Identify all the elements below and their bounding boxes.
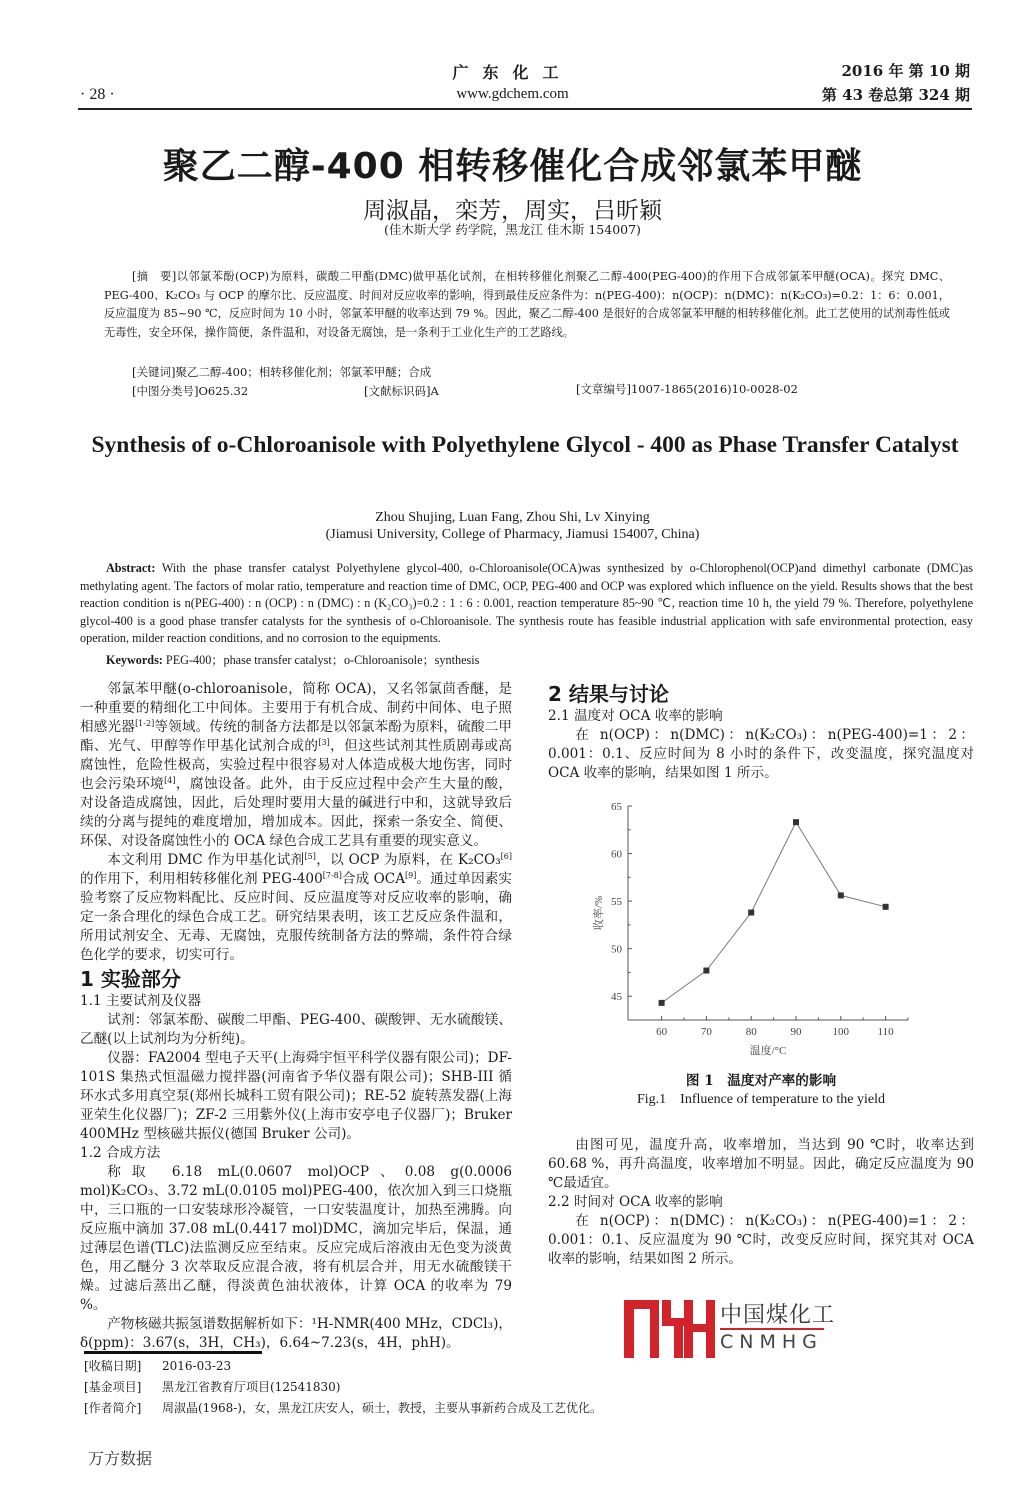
figure-1-caption-cn: 图 1 温度对产率的影响 [685,1073,837,1089]
figure-1-caption-en: Fig.1 Influence of temperature to the yield [636,1092,886,1107]
data-point-marker [748,910,754,916]
citation[interactable]: [3] [318,738,330,747]
logo-text-cn: 中国煤化工 [720,1303,836,1328]
subsection-heading-2-2: 2.2 时间对 OCA 收率的影响 [548,1194,723,1210]
chart-series [659,819,889,1006]
y-tick-label: 45 [611,991,622,1004]
series-line [662,822,886,1003]
title-en: Synthesis of o-Chloroanisole with Polyethylene Glycol - 400 as Phase Transfer Catalyst [91,432,959,458]
section-heading-2: 2 结果与讨论 [548,682,669,706]
issue-info: 2016 年 第 10 期 [841,62,970,80]
right-column-top [548,680,974,783]
article-number: [文章编号]1007-1865(2016)10-0028-02 [576,382,798,396]
journal-name: 广东化工 [452,63,573,82]
time-paragraph: 在 n(OCP)：n(DMC)：n(K₂CO₃)：n(PEG-400)=1：2：0.001：0.1、反应温度为 90 ℃时，改变反应时间，探究其对 OCA 收率的影响，结果如图 2 所示。 [548,1213,974,1267]
page-title: 聚乙二醇-400 相转移催化合成邻氯苯甲醚 [162,146,863,187]
abstract-en-text: With the phase transfer catalyst Polyethylene glycol-400, o-Chloroanisole(OCA)was synthesized by o-Chlorophenol(OCP)and dimethyl carbonate (DMC)as methylating agent. The factors of molar ratio, temperature and reaction time of DMC, OCP, PEG-400 and OCP was explored which influence on the yield. Results shows that the best reaction condition is n(PEG-400) : n (OCP) : n (DMC) : n (K₂CO₃)=0.2 : 1 : 6 : 0.001, reaction temperature 85~90 ℃, reaction time 10 h, the yield 79 %. Therefore, polyethylene glycol-400 is a good phase transfer catalysts for the synthesis of o-Chloroanisole. The synthesis route has feasible industrial application with safe environmental protection, easy operation, milder reaction conditions, and no corrosion to the equipments. [80,561,973,646]
footnote-received: [收稿日期] 2016-03-23 [84,1359,232,1373]
data-point-marker [793,819,799,825]
temperature-yield-chart [588,790,923,1060]
nmr-paragraph: 产物核磁共振氢谱数据解析如下：¹H-NMR(400 MHz，CDCl₃)，δ(ppm)：3.67(s，3H，CH₃)，6.64~7.23(s，4H，phH)。 [80,1316,512,1351]
chart-ticks [611,801,908,1038]
header-rule [78,108,972,110]
classification-number: [中图分类号]O625.32 [132,384,249,398]
left-column [80,680,512,1353]
logo-divider [720,1328,824,1330]
x-axis-label: 温度/°C [749,1045,787,1057]
x-tick-label: 110 [877,1026,894,1038]
y-tick-label: 60 [611,848,622,861]
journal-url[interactable]: www.gdchem.com [456,86,569,102]
affiliation-cn: (佳木斯大学 药学院，黑龙江 佳木斯 154007) [384,222,641,237]
abstract-en [80,560,973,648]
intro-paragraph-1: 邻氯苯甲醚(o-chloroanisole，简称 OCA)，又名邻氯茴香醚，是一种重要的精细化工中间体。主要用于有机合成、制药中间体、电子照相感光器[1-2]等领域。传统的制备方法都是以邻氯苯酚为原料，硫酸二甲酯、光气、甲醇等作甲基化试剂合成的[3]，但这些试剂其性质剧毒或高腐蚀性，危险性极高，实验过程中很容易对人体造成极大地伤害，同时也会污染环境[4]，腐蚀设备。此外，由于反应过程中会产生大量的酸，对设备造成腐蚀，因此，后处理时要用大量的碱进行中和，这就导致后续的分离与提纯的难度增加，增加成本。因此，探索一条安全、简便、环保、对设备腐蚀性小的 OCA 绿色合成工艺具有重要的现实意义。 [80,681,513,849]
right-column-bottom [548,1136,974,1269]
y-tick-label: 55 [611,896,622,909]
data-point-marker [883,904,889,910]
x-tick-label: 100 [832,1026,850,1038]
data-point-marker [703,968,709,974]
x-tick-label: 70 [700,1026,712,1038]
watermark: 万方数据 [88,1449,153,1468]
footnote-rule [84,1351,262,1354]
synthesis-paragraph: 称取 6.18 mL(0.0607 mol)OCP、0.08 g(0.0006 mol)K₂CO₃、3.72 mL(0.0105 mol)PEG-400，依次加入到三口烧瓶中，三口瓶的一口安装球形冷凝管，一口安装温度计，加热至沸腾。向反应瓶中滴加 37.08 mL(0.4417 mol)DMC，滴加完毕后，保温，通过薄层色谱(TLC)法监测反应至结束。反应完成后溶液由无色变为淡黄色，用乙醚分 3 次萃取反应混合液，将有机层合并，用无水硫酸镁干燥。过滤后蒸出乙醚，得淡黄色油状液体，计算 OCA 的收率为 79 %。 [80,1164,512,1313]
citation[interactable]: [5] [304,852,316,861]
y-tick-label: 50 [611,943,622,956]
keywords-en [106,651,479,668]
temperature-paragraph: 在 n(OCP)：n(DMC)：n(K₂CO₃)：n(PEG-400)=1：2：0.001：0.1、反应时间为 8 小时的条件下，改变温度，探究温度对 OCA 收率的影响，结果如图 1 所示。 [548,727,974,781]
chart-axes [628,806,908,1020]
instruments-paragraph: 仪器：FA2004 型电子天平(上海舜宇恒平科学仪器有限公司)；DF-101S 集热式恒温磁力搅拌器(河南省予华仪器有限公司)；SHB-III 循环水式多用真空泵(郑州长城科工贸有限公司)；RE-52 旋转蒸发器(上海亚荣生化仪器厂)；ZF-2 三用紫外仪(上海市安亭电子仪器厂)；Bruker 400MHz 型核磁共振仪(德国 Bruker 公司)。 [80,1050,512,1142]
abstract-cn-label: [摘 要] [132,270,177,283]
data-point-marker [838,892,844,898]
affiliation-en: (Jiamusi University, College of Pharmacy, Jiamusi 154007, China) [325,527,700,542]
subsection-heading-1-1: 1.1 主要试剂及仪器 [80,993,202,1009]
abstract-en-label: Abstract: [106,561,156,575]
logo-text-en: CNMHG [720,1331,823,1353]
reagents-paragraph: 试剂：邻氯苯酚、碳酸二甲酯、PEG-400、碳酸钾、无水硫酸镁、乙醚(以上试剂均为分析纯)。 [80,1012,512,1047]
authors-en: Zhou Shujing, Luan Fang, Zhou Shi, Lv Xinying [375,510,650,525]
intro-paragraph-2: 本文利用 DMC 作为甲基化试剂[5]，以 OCP 为原料，在 K₂CO₃[6]的作用下，利用相转移催化剂 PEG-400[7-8]合成 OCA[9]。通过单因素实验考察了反应物料配比、反应时间、反应温度等对反应收率的影响，确定一条合理化的绿色合成工艺。研究结果表明，该工艺反应条件温和，所用试剂安全、无毒、无腐蚀，克服传统制备方法的弊端，条件符合绿色化学的要求，切实可行。 [80,852,513,963]
abstract-cn-text: 以邻氯苯酚(OCP)为原料，碳酸二甲酯(DMC)做甲基化试剂，在相转移催化剂聚乙二醇-400(PEG-400)的作用下合成邻氯苯甲醚(OCA)。探究 DMC、PEG-400、K₂CO₃ 与 OCP 的摩尔比、反应温度、时间对反应收率的影响，得到最佳反应条件为：n(PEG-400)：n(OCP)：n(DMC)：n(K₂CO₃)=0.2：1：6：0.001，反应温度为 85~90 ℃，反应时间为 10 小时，邻氯苯甲醚的收率达到 79 %。因此，聚乙二醇-400 是很好的合成邻氯苯甲醚的相转移催化剂。此工艺使用的试剂毒性低或无毒性，安全环保，操作简便，条件温和，对设备无腐蚀，是一条利于工业化生产的工艺路线。 [104,270,951,339]
citation[interactable]: [1-2] [135,719,155,728]
subsection-heading-1-2: 1.2 合成方法 [80,1145,161,1161]
y-tick-label: 65 [611,801,622,813]
subsection-heading-2-1: 2.1 温度对 OCA 收率的影响 [548,708,723,724]
keywords-en-text: PEG-400；phase transfer catalyst；o-Chloroanisole；synthesis [165,653,480,667]
x-tick-label: 80 [745,1026,757,1038]
citation[interactable]: [9] [405,871,417,880]
citation[interactable]: [7-8] [322,871,342,880]
abstract-cn [104,268,950,342]
citation[interactable]: [6] [500,852,512,861]
document-code: [文献标识码]A [364,384,439,398]
result-paragraph: 由图可见，温度升高，收率增加，当达到 90 ℃时，收率达到 60.68 %，再升高温度，收率增加不明显。因此，确定反应温度为 90 ℃最适宜。 [548,1137,974,1191]
data-point-marker [659,1000,665,1006]
page-number: · 28 · [80,86,115,103]
citation[interactable]: [4] [164,776,176,785]
keywords-cn: [关键词]聚乙二醇-400；相转移催化剂；邻氯苯甲醚；合成 [132,365,432,379]
section-heading-1: 1 实验部分 [80,967,181,991]
footnote-author: [作者简介] 周淑晶(1968-)，女，黑龙江庆安人，硕士，教授，主要从事新药合成及工艺优化。 [84,1401,602,1415]
keywords-en-label: Keywords: [106,653,163,667]
x-tick-label: 90 [790,1026,802,1038]
volume-info: 第 43 卷总第 324 期 [821,86,970,104]
authors-cn: 周淑晶，栾芳，周实，吕昕颖 [363,198,662,224]
footnote-fund: [基金项目] 黑龙江省教育厅项目(12541830) [84,1380,341,1394]
y-axis-label: 收率/% [593,895,605,931]
x-tick-label: 60 [656,1026,668,1038]
